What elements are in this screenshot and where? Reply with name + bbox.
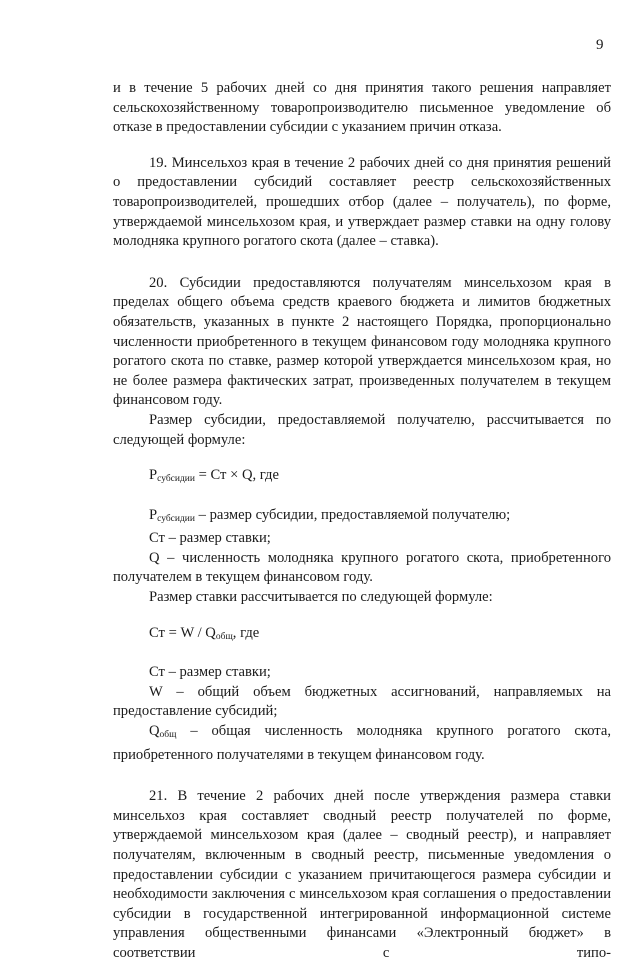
definition-total-quantity-text: – общая численность молодняка крупного рогатого скота, приобретенного получателями в текущем финансовом году. (113, 723, 611, 763)
definition-subsidy-text: – размер субсидии, предоставляемой получателю; (194, 506, 511, 523)
formula-rate-rhs: , где (232, 624, 260, 641)
paragraph-19: 19. Минсельхоз края в течение 2 рабочих дней со дня принятия решений о предоставлении субсидий составляет реестр сельскохозяйственных товаропроизводителей, прошедших отбор (далее – получатель), по форме, утверждаемой минсельхозом края, и утверждает размер ставки на одну голову молодняка крупного рогатого скота (далее – ставка). (113, 154, 611, 250)
paragraph-20: 20. Субсидии предоставляются получателям минсельхозом края в пределах общего объема средств краевого бюджета и лимитов бюджетных обязательств, указанных в пункте 2 настоящего Порядка, пропорционально численности приобретенного в текущем финансовом году молодняка крупного рогатого скота по ставке, размер которой утверждается минсельхозом края, но не более размера фактических затрат, произведенных получателем в текущем финансовом году. (113, 274, 611, 409)
paragraph-continued: и в течение 5 рабочих дней со дня принятия такого решения направляет сельскохозяйственному товаропроизводителю письменное уведомление об отказе в предоставлении субсидии с указанием причин отказа. (113, 80, 611, 136)
definition-subsidy-sym: Р (149, 506, 158, 523)
formula-subsidy-rhs: = Ст × Q, где (194, 467, 279, 484)
definition-total-quantity (113, 722, 611, 765)
definition-subsidy-sub: субсидии (157, 513, 195, 524)
formula-subsidy-lhs: Р (149, 467, 158, 484)
paragraph-21: 21. В течение 2 рабочих дней после утверждения размера ставки минсельхоз края составляет сводный реестр получателей по форме, утверждаемой минсельхозом края (далее – сводный реестр), и направляет получателям, включенным в сводный реестр, письменные уведомления о предоставлении субсидии с указанием причитающегося размера субсидии и необходимости заключения с минсельхозом края соглашения о предоставлении субсидии в государственной интегрированной информационной системе управления общественными финансами «Электронный бюджет» в соответствии с типо- (113, 788, 611, 961)
definition-quantity: Q – численность молодняка крупного рогатого скота, приобретенного получателем в текущем финансовом году. (113, 549, 611, 586)
definition-total-quantity-sym: Q (149, 723, 160, 740)
definition-subsidy (113, 506, 611, 530)
paragraph-20-rate-intro: Размер ставки рассчитывается по следующей формуле: (149, 589, 493, 606)
definition-rate: Ст – размер ставки; (149, 530, 271, 547)
formula-rate-lhs: Ст = W / Q (149, 624, 216, 641)
page-number: 9 (596, 37, 604, 53)
definition-budget: W – общий объем бюджетных ассигнований, направляемых на предоставление субсидий; (113, 683, 611, 720)
formula-rate-sub: общ (215, 631, 233, 642)
formula-subsidy (113, 466, 611, 490)
paragraph-20-formula-intro: Размер субсидии, предоставляемой получателю, рассчитывается по следующей формуле: (113, 411, 611, 448)
formula-rate (113, 624, 611, 648)
document-body (113, 79, 611, 964)
definition-total-quantity-sub: общ (159, 730, 177, 741)
formula-subsidy-lhs-sub: субсидии (157, 474, 195, 485)
definition-rate-2: Ст – размер ставки; (149, 664, 271, 681)
